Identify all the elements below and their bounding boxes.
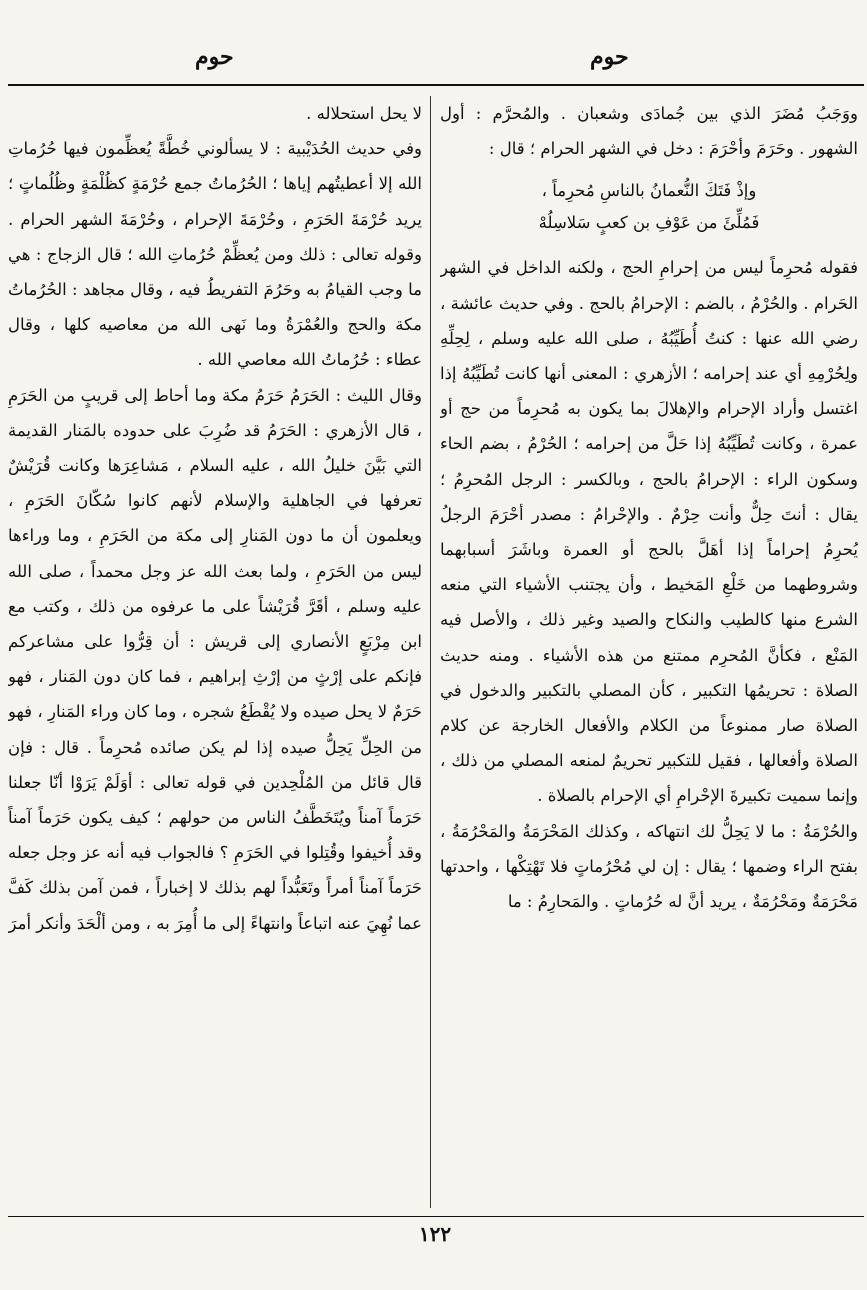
verse-line: وإذْ فَتَكَ النُّعمانُ بالناسِ مُحرِماً ،: [541, 181, 757, 201]
paragraph: وقال الليث : الحَرَمُ حَرَمُ مكة وما أحاط إلى قريبٍ من الحَرَمِ ، قال الأزهري : الحَرَمُ قد ضُرِبَ على حدوده بالمَنار القديمة التي بَيَّنَ خليلُ الله ، عليه السلام ، مَشاعِرَها وكانت قُرَيْشٌ تعرفها في الجاهلية والإسلام لأنهم كانوا سُكّانَ الحَرَمِ ، ويعلمون أن ما دون المَنارِ إلى مكة من الحَرَمِ ، وما وراءها ليس من الحَرَمِ ، ولما بعث الله عز وجل محمداً ، صلى الله عليه وسلم ، أقَرَّ قُرَيْشاً على ما عرفوه من ذلك ، وكتب مع ابن مِرْبَعٍ الأنصاري إلى قريش : أن قِرُّوا على مشاعركم فإنكم على إرْثٍ من إرْثِ إبراهيم ، فما كان دون المَنار ، فهو حَرَمٌ لا يحل صيده ولا يُقْطَعُ شجره ، وما كان وراء المَنارِ ، فهو من الحِلِّ يَحِلُّ صيده إذا لم يكن صائده مُحرِماً . قال : فإن قال قائل من المُلْحِدين في قوله تعالى : أوَلَمْ يَرَوْا أنّا جعلنا حَرَماً آمناً ويُتَخَطَّفُ الناس من حولهم ؛ كيف يكون حَرَماً آمناً وقد أُخيفوا وقُتِلوا في الحَرَمِ ؟ فالجواب فيه أنه عز وجل جعله حَرَماً آمناً أمراً وتَعَبُّداً لهم بذلك لا إخباراً ، فمن آمن بذلك كَفَّ عما نُهِيَ عنه اتباعاً وانتهاءً إلى ما أُمِرَ به ، ومن ألْحَدَ وأنكر أمرَ: [8, 385, 422, 933]
paragraph: وفي حديث الحُدَيْبية : لا يسألوني خُطَّةً يُعظِّمون فيها حُرُماتِ الله إلا أعطيتُهم إياها ؛ الحُرُماتُ جمع حُرْمَةٍ كظُلْمَةٍ وظُلُماتٍ ؛ يريد حُرْمَةَ الحَرَمِ ، وحُرْمَةَ الإحرام ، وحُرْمَةَ الشهر الحرام . وقوله تعالى : ذلك ومن يُعظِّمْ حُرُماتِ الله ؛ قال الزجاج : هي ما وجب القيامُ به وحَرُمَ التفريطُ فيه ، وقال مجاهد : الحُرُماتُ مكة والحج والعُمْرَةُ وما نَهى الله من معاصيه كلها ، وقال عطاء : حُرُماتُ الله معاصي الله .: [8, 139, 422, 370]
paragraph: والحُرْمَةُ : ما لا يَحِلُّ لك انتهاكه ، وكذلك المَحْرَمَةُ والمَحْرُمَةُ ، بفتح الراء وضمها ؛ يقال : إن لي مُحْرُماتٍ فلا تَهْتِكْها ، واحدتها مَحْرَمَةٌ ومَحْرُمَةٌ ، يريد أنَّ له حُرُماتٍ . والمَحارِمُ : ما: [440, 821, 858, 912]
footer-rule: [8, 1216, 864, 1217]
running-head-right: حوم: [590, 44, 629, 70]
page-number: ١٢٢: [418, 1222, 452, 1246]
header-rule: [8, 84, 864, 86]
verse-line: فَمُلِّئَ من عَوْفِ بن كعبٍ سَلاسِلُهْ: [538, 213, 760, 233]
column-divider: [430, 96, 431, 1208]
paragraph: لا يحل استحلاله .: [306, 104, 422, 123]
running-head-left: حوم: [195, 44, 234, 70]
paragraph: فقوله مُحرِماً ليس من إحرامِ الحج ، ولكنه الداخل في الشهر الحَرام . والحُرْمُ ، بالضم : الإحرامُ بالحج . وفي حديث عائشة ، رضي الله عنها : كنتُ أُطَيِّبُهُ ، صلى الله عليه وسلم ، لِحِلِّهِ ولِحُرْمِهِ أي عند إحرامه ؛ الأزهري : المعنى أنها كانت تُطَيِّبُهُ إذا اغتسل وأراد الإحرام والإهلالَ بما يكون به مُحرِماً من حج أو عمرة ، وكانت تُطَيِّبُهُ إذا حَلَّ من إحرامه ؛ الحُرْمُ ، بضم الحاء وسكون الراء : الإحرامُ بالحج ، وبالكسر : الرجل المُحرِمُ ؛ يقال : أنتَ حِلٌّ وأنت حِرْمٌ . والإحْرامُ : مصدر أحْرَمَ الرجلُ يُحرِمُ إحراماً إذا أهَلَّ بالحج أو العمرة وباشَرَ أسبابهما وشروطهما من خَلْعِ المَخيط ، وأن يجتنب الأشياء التي منعه الشرع منها كالطيب والنكاح والصيد وغير ذلك ، والأصل فيه المَنْع ، فكأنَّ المُحرِم ممتنع من هذه الأشياء . ومنه حديث الصلاة : تحريمُها التكبير ، كأن المصلي بالتكبير والدخول في الصلاة صار ممنوعاً من الكلام والأفعال الخارجة عن كلام الصلاة وأفعالها ، فقيل للتكبير تحريمٌ لمنعه المصلي من ذلك ، وإنما سميت تكبيرةَ الإحْرامِ أي الإحرام بالصلاة .: [440, 258, 858, 806]
paragraph: ووَجَبُ مُضَرَ الذي بين جُمادَى وشعبان . والمُحرَّم : أول الشهور . وحَرَمَ وأحْرَمَ : دخل في الشهر الحرام ؛ قال :: [440, 104, 858, 159]
left-column: [8, 96, 422, 1208]
verse: [440, 176, 858, 238]
right-column: [440, 96, 858, 1208]
